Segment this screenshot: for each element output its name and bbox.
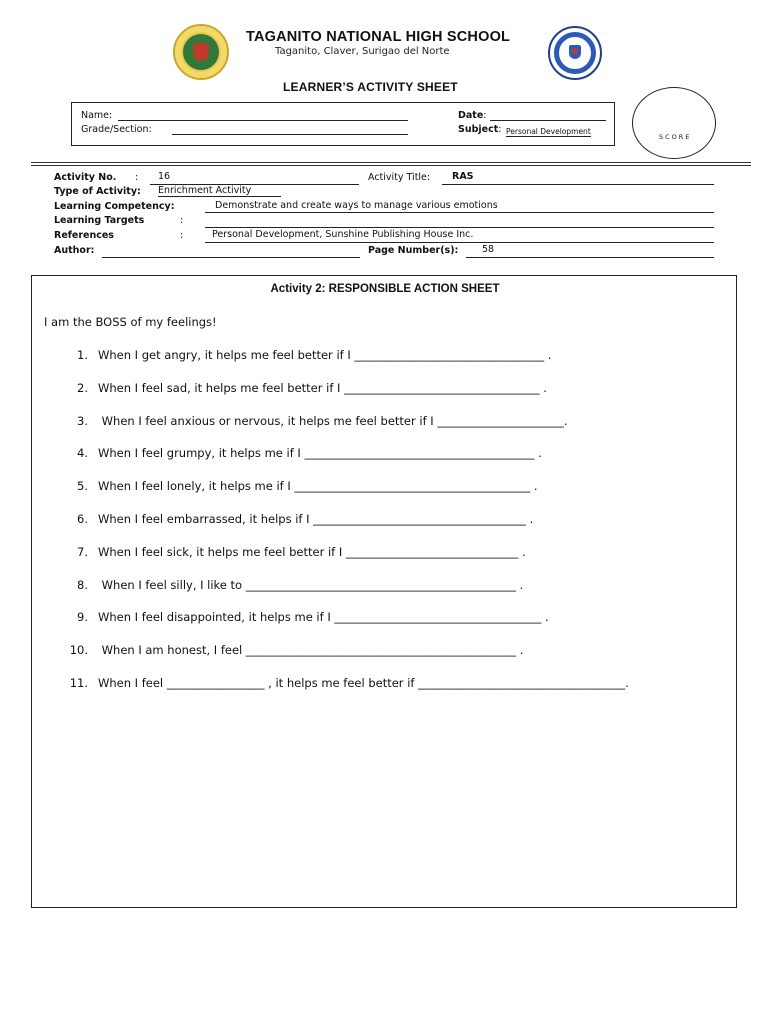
page-number-field	[466, 257, 714, 258]
score-circle	[632, 87, 716, 159]
item-number: 5.	[77, 479, 88, 494]
learning-targets-colon: :	[180, 215, 184, 226]
score-label: SCORE	[659, 133, 692, 141]
item-number: 1.	[77, 348, 88, 362]
references-label: References	[54, 230, 114, 241]
item-number: 2.	[77, 380, 88, 395]
activity-title-value: RAS	[452, 171, 474, 182]
date-field[interactable]	[490, 120, 606, 121]
item-text: When I get angry, it helps me feel better if I _________________________________ .	[98, 348, 552, 362]
item-number: 7.	[77, 544, 88, 559]
item-number: 9.	[77, 610, 88, 625]
activity-item[interactable]	[64, 676, 629, 690]
learning-competency-label: Learning Competency:	[54, 201, 175, 212]
activity-title-label: Activity Title:	[368, 172, 431, 183]
learning-targets-field	[205, 227, 714, 228]
activity-item[interactable]	[64, 381, 547, 395]
page-number-label: Page Number(s):	[368, 245, 459, 256]
school-name: TAGANITO NATIONAL HIGH SCHOOL	[246, 29, 511, 45]
references-value: Personal Development, Sunshine Publishing House Inc.	[212, 229, 474, 240]
item-text: When I feel embarrassed, it helps if I _____________________________________ .	[98, 512, 534, 526]
subject-value: Personal Development	[506, 127, 591, 136]
learning-targets-label: Learning Targets	[54, 215, 145, 226]
item-text: When I feel sad, it helps me feel better if I __________________________________ .	[98, 380, 547, 395]
date-label: Date:	[458, 110, 487, 121]
item-number: 8.	[77, 577, 88, 592]
item-text: When I feel disappointed, it helps me if I ____________________________________ .	[98, 610, 549, 625]
item-text: When I feel _________________ , it helps me feel better if ____________________________________.	[98, 676, 629, 690]
activity-item[interactable]	[64, 479, 538, 493]
activity-item[interactable]	[64, 545, 526, 559]
activity-item[interactable]	[64, 446, 542, 460]
activity-item[interactable]	[64, 610, 549, 624]
item-number: 4.	[77, 446, 88, 461]
sheet-title: LEARNER’S ACTIVITY SHEET	[283, 80, 458, 94]
activity-box	[31, 275, 737, 908]
activity-no-label: Activity No.	[54, 172, 117, 183]
type-of-activity-label: Type of Activity:	[54, 186, 141, 197]
name-field[interactable]	[118, 120, 408, 121]
references-colon: :	[180, 230, 184, 241]
item-number: 10.	[69, 643, 88, 658]
activity-title-field	[442, 184, 714, 185]
item-number: 11.	[69, 676, 88, 690]
item-text: When I feel silly, I like to _______________________________________________ .	[98, 577, 524, 592]
activity-item[interactable]	[64, 348, 551, 362]
learner-info-box	[71, 102, 615, 146]
item-number: 6.	[77, 512, 88, 526]
deped-seal-logo	[548, 26, 602, 80]
item-text: When I feel grumpy, it helps me if I ________________________________________ .	[98, 446, 542, 461]
item-number: 3.	[77, 413, 88, 428]
school-seal-logo	[173, 24, 229, 80]
activity-item[interactable]	[64, 414, 567, 428]
item-text: When I feel sick, it helps me feel better if I ______________________________ .	[98, 544, 526, 559]
school-address: Taganito, Claver, Surigao del Norte	[275, 46, 450, 57]
divider	[31, 162, 751, 163]
references-field	[205, 242, 714, 243]
type-of-activity-value: Enrichment Activity	[158, 185, 281, 197]
author-field	[102, 257, 360, 258]
name-label: Name:	[81, 110, 113, 121]
activity-intro: I am the BOSS of my feelings!	[44, 315, 217, 329]
activity-title: Activity 2: RESPONSIBLE ACTION SHEET	[270, 283, 500, 295]
item-text: When I am honest, I feel _______________________________________________ .	[98, 643, 524, 658]
page-number-value: 58	[482, 244, 495, 255]
item-text: When I feel lonely, it helps me if I _________________________________________ .	[98, 479, 538, 494]
grade-section-label: Grade/Section:	[81, 124, 152, 135]
learning-competency-value: Demonstrate and create ways to manage various emotions	[215, 200, 498, 211]
author-label: Author:	[54, 245, 95, 256]
activity-item[interactable]	[64, 643, 523, 657]
item-text: When I feel anxious or nervous, it helps me feel better if I ______________________.	[98, 413, 568, 428]
activity-item[interactable]	[64, 512, 533, 526]
divider	[31, 165, 751, 166]
activity-item[interactable]	[64, 578, 523, 592]
subject-label: Subject:	[458, 124, 502, 135]
learning-competency-field	[205, 212, 714, 213]
activity-no-value: 16	[158, 171, 171, 182]
grade-section-field[interactable]	[172, 134, 408, 135]
activity-no-colon: :	[135, 172, 139, 183]
